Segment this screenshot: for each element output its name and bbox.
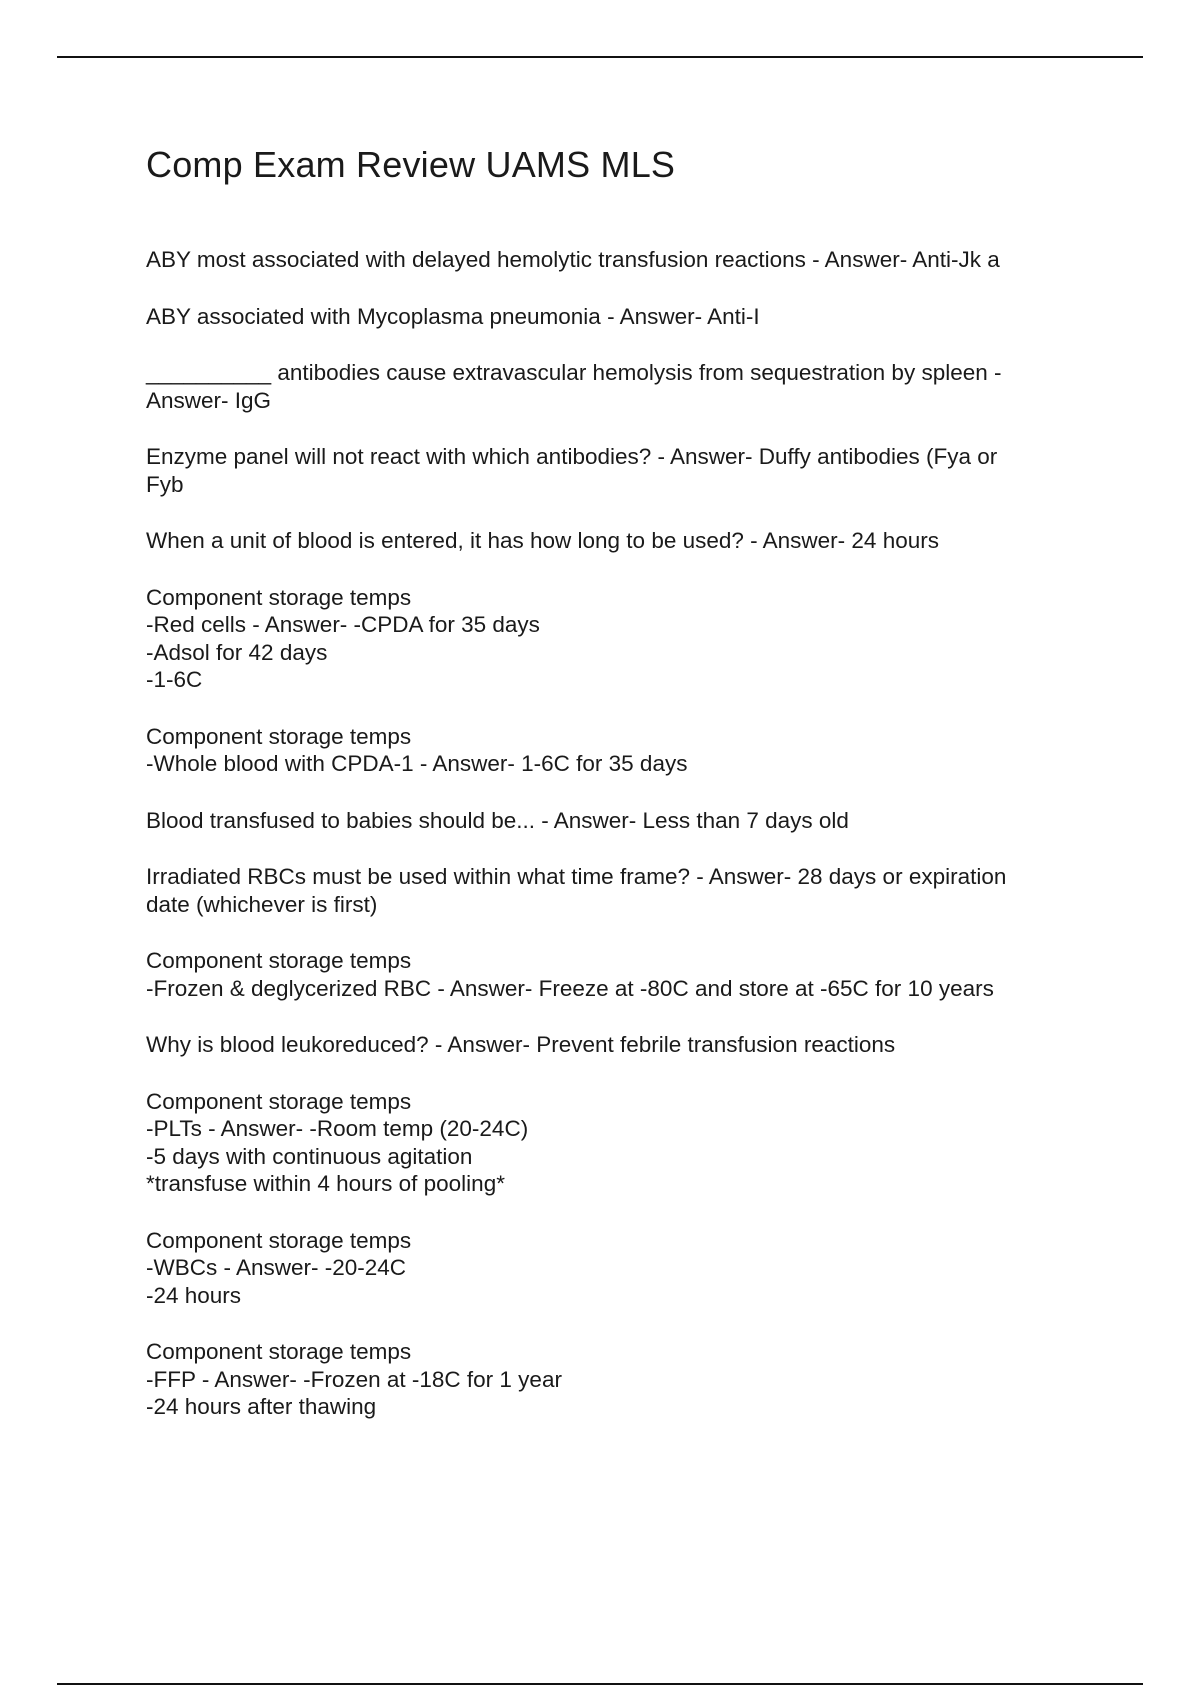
flashcard: Irradiated RBCs must be used within what time frame? - Answer- 28 days or expiration date (whichever is first)	[146, 864, 1007, 917]
flashcard: Component storage temps -Red cells - Answer- -CPDA for 35 days -Adsol for 42 days -1-6C	[146, 584, 540, 692]
flashcard: __________ antibodies cause extravascular hemolysis from sequestration by spleen - Answer- IgG	[146, 360, 1002, 413]
flashcard: Component storage temps -WBCs - Answer- -20-24C -24 hours	[146, 1227, 412, 1308]
flashcard: Why is blood leukoreduced? - Answer- Prevent febrile transfusion reactions	[146, 1032, 896, 1057]
flashcard: Component storage temps -Frozen & deglycerized RBC - Answer- Freeze at -80C and store at -65C for 10 years	[146, 948, 994, 1001]
page-title: Comp Exam Review UAMS MLS	[146, 144, 676, 185]
flashcard: ABY most associated with delayed hemolytic transfusion reactions - Answer- Anti-Jk a	[146, 247, 1000, 272]
flashcard: Enzyme panel will not react with which antibodies? - Answer- Duffy antibodies (Fya or Fyb	[146, 444, 998, 497]
flashcard: When a unit of blood is entered, it has how long to be used? - Answer- 24 hours	[146, 528, 939, 553]
footer-rule	[57, 1683, 1143, 1685]
flashcard: Blood transfused to babies should be... - Answer- Less than 7 days old	[146, 807, 849, 833]
document-body	[146, 140, 1086, 1450]
flashcard: Component storage temps -PLTs - Answer- -Room temp (20-24C) -5 days with continuous agitation *transfuse within 4 hours of pooling*	[146, 1088, 529, 1196]
flashcard: Component storage temps -FFP - Answer- -Frozen at -18C for 1 year -24 hours after thawing	[146, 1339, 562, 1419]
flashcard: ABY associated with Mycoplasma pneumonia - Answer- Anti-I	[146, 303, 760, 329]
flashcard-list	[146, 246, 1086, 1421]
flashcard: Component storage temps -Whole blood with CPDA-1 - Answer- 1-6C for 35 days	[146, 723, 688, 776]
header-rule	[57, 56, 1143, 58]
